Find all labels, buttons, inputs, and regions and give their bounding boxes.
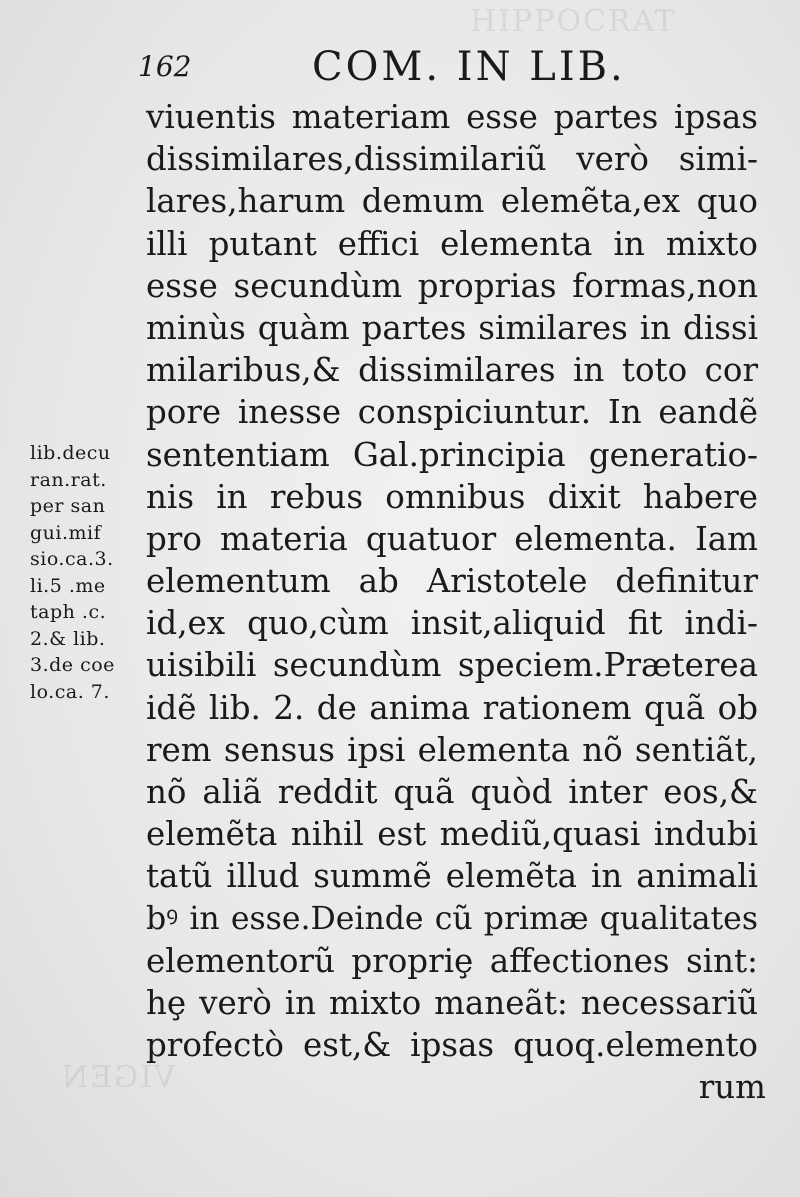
text-line: lares,harum demum elemẽta,ex quo [146,182,758,221]
text-line: profectò est,& ipsas quoq.elemento [146,1026,758,1065]
text-line: sententiam Gal.principia generatio- [146,435,758,474]
text-line: milaribus,& dissimilares in toto cor [146,351,758,390]
text-line: elementum ab Aristotele definitur [146,562,758,601]
margin-note-line: 3.de coe [30,654,115,676]
catchword: rum [698,1068,766,1107]
text-line: minùs quàm partes similares in dissi [146,308,758,347]
text-line: viuentis materiam esse partes ipsas [146,98,758,136]
margin-note-line: gui.mif [30,521,102,544]
text-line: id,ex quo,cùm insit,aliquid fit indi- [146,604,758,643]
text-line: pore inesse conspiciuntur. In eandẽ [146,393,758,432]
margin-note-line: ran.rat. [30,468,107,491]
text-line: nis in rebus omnibus dixit habere [146,477,758,516]
margin-notes [30,440,140,705]
text-line: hȩ verò in mixto maneãt: necessariũ [146,983,758,1022]
running-title: COM. IN LIB. [312,44,626,90]
bleed-through-text: VIGEN [60,1060,176,1095]
text-line: elemẽta nihil est mediũ,quasi indubi [146,815,758,854]
margin-note-line: lib.decu [30,442,111,464]
margin-note-line: lo.ca. 7. [30,680,110,703]
body-text [146,96,766,1109]
text-line: esse secundùm proprias formas,non [146,266,758,305]
text-line: uisibili secundùm speciem.Præterea [146,646,758,685]
text-line: tatũ illud summẽ elemẽta in animali [146,857,758,896]
text-line: bꝰ in esse.Deinde cũ primæ qualitates [146,900,758,937]
text-line: dissimilares,dissimilariũ verò simi- [146,140,758,179]
margin-note-line: li.5 .me [30,574,106,597]
text-line: elementorũ propriȩ affectiones sint: [146,941,758,980]
margin-note-line: per san [30,495,106,517]
bleed-through-text: HIPPOCRAT [470,4,677,39]
text-line: idẽ lib. 2. de anima rationem quã ob [146,688,758,727]
margin-note-line: sio.ca.3. [30,548,114,570]
margin-note-line: taph .c. [30,601,107,623]
text-line: nõ aliã reddit quã quòd inter eos,& [146,773,758,811]
text-line: illi putant effici elementa in mixto [146,224,758,263]
text-line: rem sensus ipsi elementa nõ sentiãt, [146,730,758,769]
text-line: pro materia quatuor elementa. Iam [146,519,758,558]
page-number: 162 [138,50,192,83]
margin-note-line: 2.& lib. [30,627,106,650]
